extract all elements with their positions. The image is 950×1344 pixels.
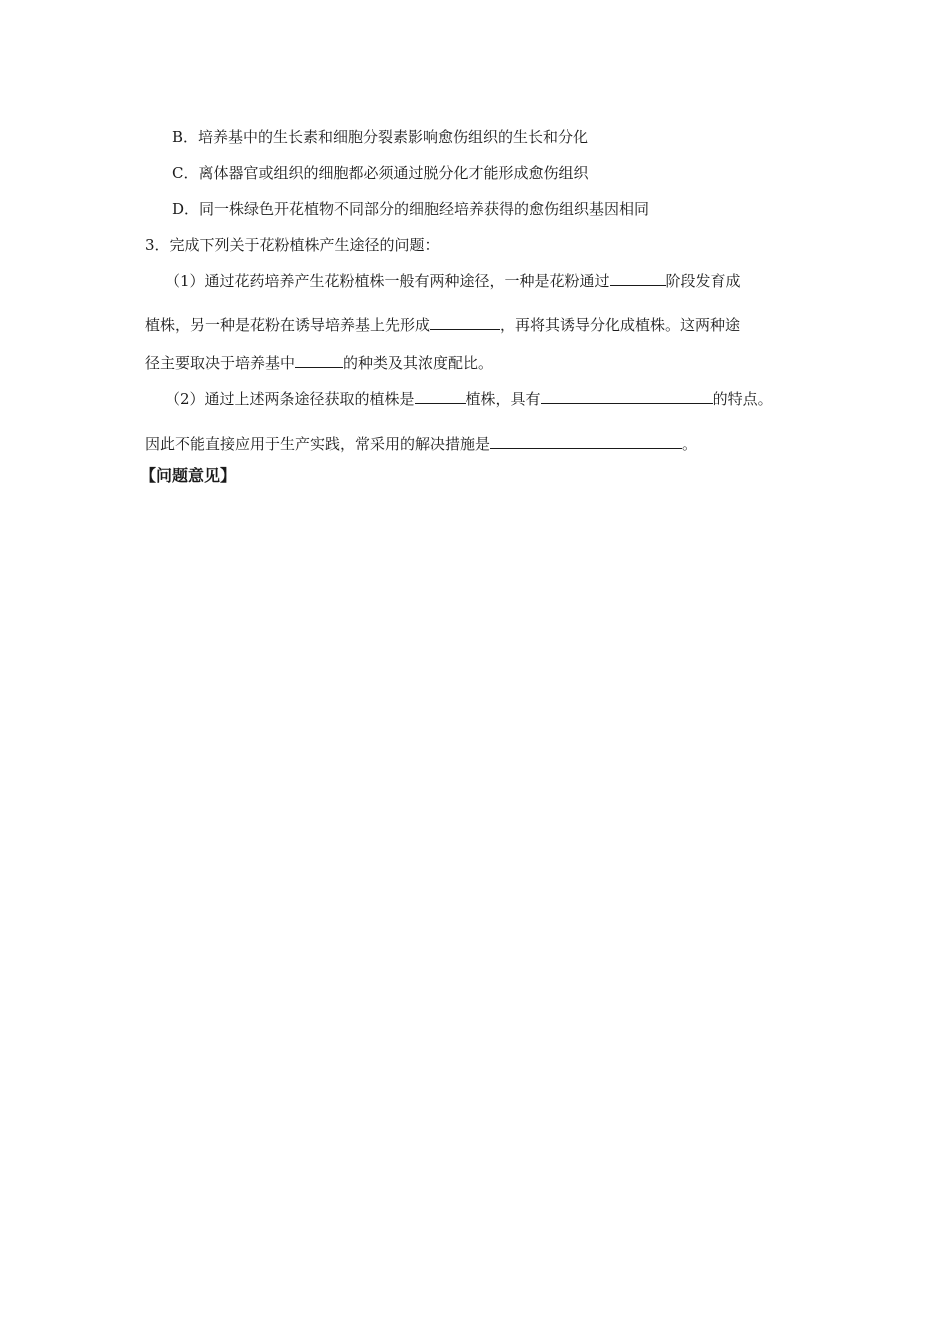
option-d-text: D．同一株绿色开花植物不同部分的细胞经培养获得的愈伤组织基因相同 (172, 200, 650, 218)
part1-line3 (145, 352, 493, 373)
part1-line3-text-a: 径主要取决于培养基中 (145, 354, 296, 372)
feedback-heading-text: 【问题意见】 (140, 466, 237, 485)
part1-line1 (165, 270, 741, 291)
option-c-text: C．离体器官或组织的细胞都必须通过脱分化才能形成愈伤组织 (172, 164, 589, 182)
part1-line2-text-b: ，再将其诱导分化成植株。这两种途 (500, 316, 741, 334)
answer-blank-3[interactable] (295, 352, 343, 368)
part1-line3-text-b: 的种类及其浓度配比。 (343, 354, 494, 372)
option-c (172, 163, 588, 183)
question-3-stem-text: 3．完成下列关于花粉植株产生途径的问题： (145, 236, 440, 254)
part2-line1-text-c: 的特点。 (712, 390, 773, 408)
part2-line1-text-b: 植株，具有 (465, 390, 541, 408)
part1-line2-text-a: 植株，另一种是花粉在诱导培养基上先形成 (145, 316, 431, 334)
answer-blank-5[interactable] (541, 388, 713, 404)
question-3-stem (145, 235, 440, 255)
answer-blank-1[interactable] (610, 270, 666, 286)
part2-line2 (145, 433, 697, 454)
part1-line1-text-b: 阶段发育成 (665, 272, 741, 290)
option-b-text: B．培养基中的生长素和细胞分裂素影响愈伤组织的生长和分化 (172, 128, 589, 146)
answer-blank-2[interactable] (430, 314, 500, 330)
answer-blank-6[interactable] (490, 433, 682, 449)
option-b (172, 127, 588, 147)
part2-line2-text-b: 。 (682, 435, 698, 453)
part2-line2-text-a: 因此不能直接应用于生产实践，常采用的解决措施是 (145, 435, 491, 453)
part1-line2 (145, 314, 740, 335)
part1-line1-text-a: （1）通过花药培养产生花粉植株一般有两种途径，一种是花粉通过 (165, 272, 610, 290)
answer-blank-4[interactable] (415, 388, 466, 404)
part2-line1-text-a: （2）通过上述两条途径获取的植株是 (165, 390, 415, 408)
option-d (172, 199, 649, 219)
part2-line1 (165, 388, 773, 409)
feedback-heading (140, 466, 236, 486)
